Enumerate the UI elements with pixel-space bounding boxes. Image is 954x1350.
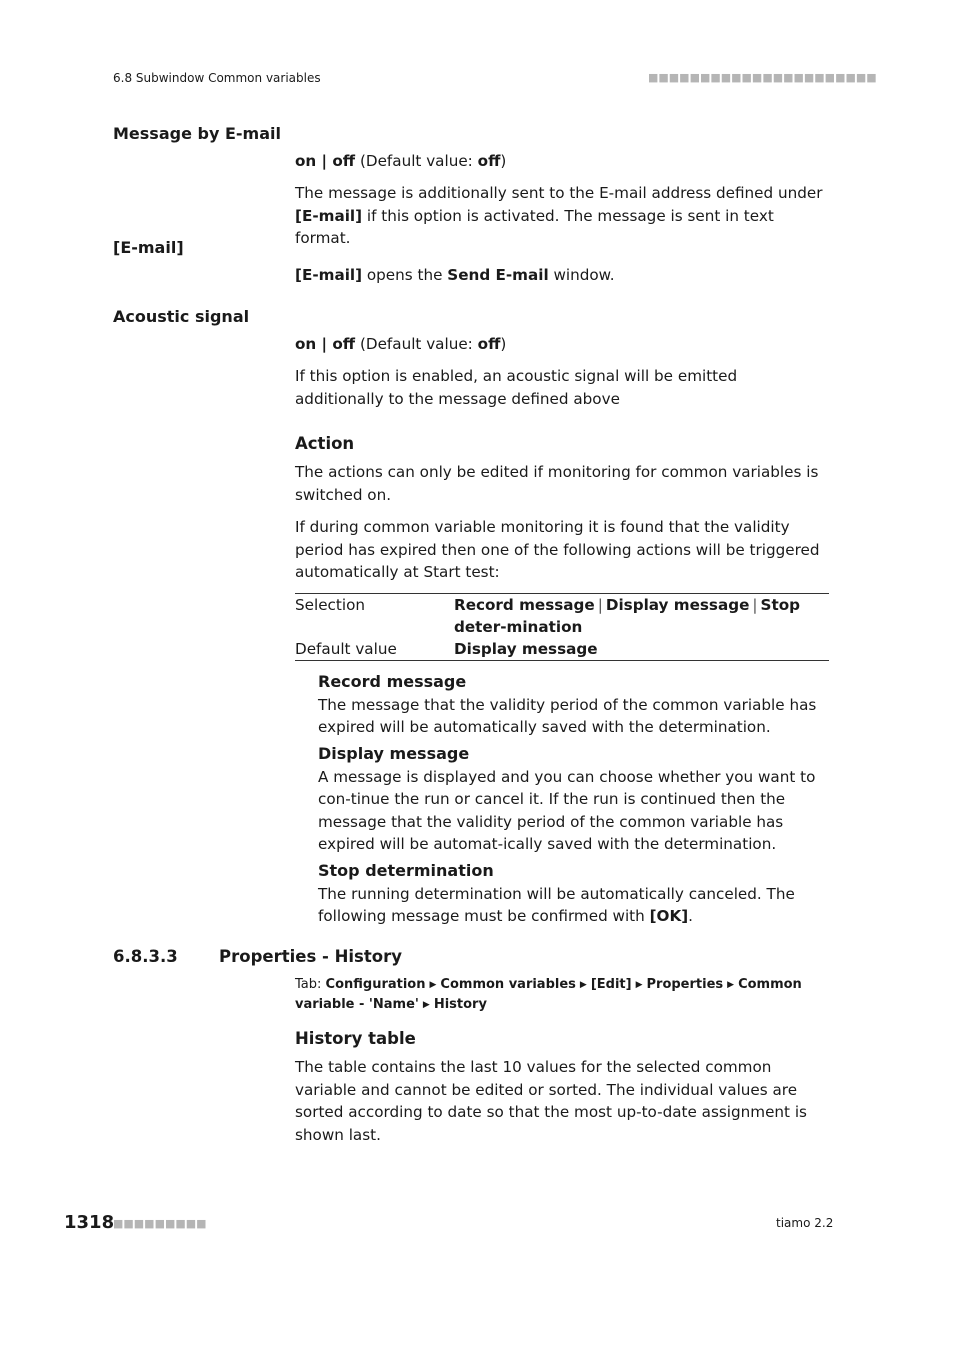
desc-text-end: if this option is activated. The message is sent in text format. <box>295 206 774 247</box>
path-configuration: Configuration <box>325 977 426 992</box>
default-label: Default value <box>295 640 397 658</box>
path-history: History <box>433 997 487 1012</box>
selection-values <box>454 594 829 638</box>
path-properties: Properties <box>646 977 724 992</box>
option-title: Record message <box>318 672 467 691</box>
default-value: off <box>477 152 501 170</box>
action-heading: Action <box>295 434 355 453</box>
default-value: off <box>477 335 501 353</box>
option-description <box>318 883 829 928</box>
value-on: on <box>295 152 317 170</box>
tab-label: Tab: <box>295 977 326 992</box>
selection-row <box>295 594 829 638</box>
default-prefix: (Default value: <box>355 335 478 353</box>
email-text-end: window. <box>548 266 615 284</box>
send-email-bold: Send E-mail <box>447 266 549 284</box>
history-description: The table contains the last 10 values for the selected common variable and cannot be edited or sorted. The individual values are sorted according to date so that the most up-to-date assignment is shown last. <box>295 1058 807 1144</box>
section-number: 6.8.3.3 <box>113 947 178 966</box>
option-title: Stop determination <box>318 861 494 880</box>
desc-bold: [E-mail] <box>295 206 363 225</box>
desc-text: The message is additionally sent to the E-mail address defined under <box>295 184 823 202</box>
term-message-by-email: Message by E-mail <box>113 124 281 143</box>
option-record-message-block <box>318 671 829 739</box>
email-bold: [E-mail] <box>295 266 363 284</box>
desc-end: . <box>688 907 693 925</box>
header-decoration: ■■■■■■■■■■■■■■■■■■■■■■ <box>648 71 877 84</box>
arrow-icon: ▶ <box>422 1000 430 1010</box>
arrow-icon: ▶ <box>727 980 735 990</box>
value-off: off <box>332 152 356 170</box>
section-title: Properties - History <box>219 947 402 966</box>
action-parameter-table <box>295 593 829 661</box>
history-table-heading: History table <box>295 1029 416 1048</box>
option-description: A message is displayed and you can choose whether you want to con-tinue the run or cancel it. If the run is continued then the message that the validity period of the common variable has expired will be automat-ically saved with the determination. <box>318 767 816 853</box>
separator: | <box>597 596 603 614</box>
arrow-icon: ▶ <box>579 980 587 990</box>
default-prefix: (Default value: <box>355 152 478 170</box>
action-paragraph-1: The actions can only be edited if monitoring for common variables is switched on. <box>295 463 819 504</box>
ok-button-ref: [OK] <box>649 907 689 925</box>
footer-decoration: ■■■■■■■■■ <box>113 1217 207 1230</box>
option-display-message: Display message <box>605 596 750 614</box>
email-text: opens the <box>362 266 448 284</box>
default-suffix: ) <box>500 335 507 353</box>
separator: | <box>752 596 758 614</box>
value-off: off <box>332 335 356 353</box>
value-pipe: | <box>316 335 333 353</box>
acoustic-description: If this option is enabled, an acoustic signal will be emitted additionally to the message defined above <box>295 367 738 408</box>
path-common-variable-name: Common variable - 'Name' <box>295 977 802 1012</box>
selection-label: Selection <box>295 596 365 614</box>
page-number: 1318 <box>64 1212 115 1233</box>
message-email-description <box>295 182 829 250</box>
term-email: [E-mail] <box>113 238 184 257</box>
path-common-variables: Common variables <box>440 977 576 992</box>
option-display-message-block <box>318 743 829 856</box>
option-record-message: Record message <box>454 596 595 614</box>
product-name: tiamo 2.2 <box>776 1216 834 1230</box>
action-paragraph-2: If during common variable monitoring it is found that the validity period has expired then one of the following actions will be triggered automatically at Start test: <box>295 518 820 581</box>
arrow-icon: ▶ <box>635 980 643 990</box>
path-edit: [Edit] <box>590 977 632 992</box>
value-pipe: | <box>316 152 333 170</box>
value-on: on <box>295 335 317 353</box>
default-row <box>295 638 829 660</box>
desc-text: The running determination will be automatically canceled. The following message must be confirmed with <box>318 884 795 925</box>
default-suffix: ) <box>500 152 507 170</box>
acoustic-values <box>295 333 829 356</box>
arrow-icon: ▶ <box>429 980 437 990</box>
term-acoustic-signal: Acoustic signal <box>113 307 250 326</box>
option-stop-determination-block <box>318 860 829 928</box>
option-description: The message that the validity period of the common variable has expired will be automatically saved with the determination. <box>318 695 817 736</box>
tab-path <box>295 975 829 1015</box>
option-stop-determination: Stop deter-mination <box>454 596 801 636</box>
running-header-section: 6.8 Subwindow Common variables <box>113 71 321 85</box>
message-email-values <box>295 150 829 173</box>
email-description <box>295 264 829 287</box>
default-value: Display message <box>454 640 598 658</box>
option-title: Display message <box>318 744 470 763</box>
